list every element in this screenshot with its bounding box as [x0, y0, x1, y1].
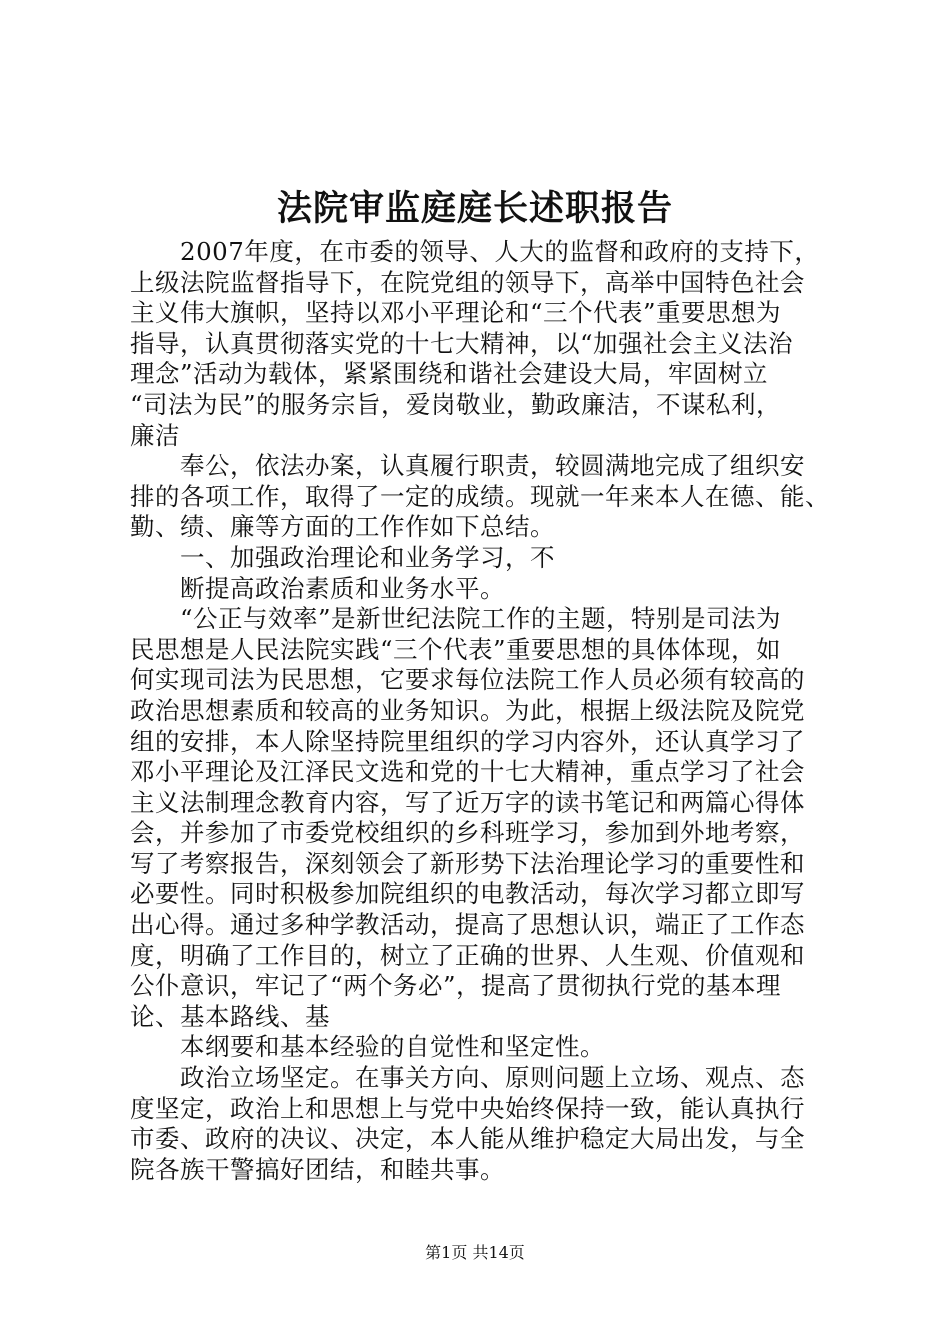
- body-line: 度坚定，政治上和思想上与党中央始终保持一致，能认真执行: [130, 1093, 805, 1123]
- body-line: 必要性。同时积极参加院组织的电教活动，每次学习都立即写: [130, 879, 805, 909]
- section-heading: 一、加强政治理论和业务学习，不: [180, 542, 555, 572]
- body-line: 奉公，依法办案，认真履行职责，较圆满地完成了组织安: [180, 451, 805, 481]
- body-line: 上级法院监督指导下，在院党组的领导下，高举中国特色社会: [130, 267, 805, 297]
- body-line: 民思想是人民法院实践“三个代表”重要思想的具体体现，如: [130, 634, 782, 664]
- body-line: 政治立场坚定。在事关方向、原则问题上立场、观点、态: [180, 1063, 805, 1093]
- body-line: 指导，认真贯彻落实党的十七大精神，以“加强社会主义法治: [130, 328, 794, 358]
- body-line: 勤、绩、廉等方面的工作作如下总结。: [130, 512, 555, 542]
- body-line: 主义法制理念教育内容，写了近万字的读书笔记和两篇心得体: [130, 787, 805, 817]
- body-line: 邓小平理论及江泽民文选和党的十七大精神，重点学习了社会: [130, 757, 805, 787]
- page-number-footer: 第1页 共14页: [425, 1243, 525, 1262]
- body-line: 廉洁: [130, 420, 180, 450]
- body-line: 何实现司法为民思想，它要求每位法院工作人员必须有较高的: [130, 665, 805, 695]
- body-line: 2007年度，在市委的领导、人大的监督和政府的支持下，: [180, 237, 820, 266]
- body-line: 论、基本路线、基: [130, 1001, 330, 1031]
- body-line: 院各族干警搞好团结，和睦共事。: [130, 1154, 505, 1184]
- body-line: 主义伟大旗帜，坚持以邓小平理论和“三个代表”重要思想为: [130, 298, 782, 328]
- body-line: 度，明确了工作目的，树立了正确的世界、人生观、价值观和: [130, 940, 805, 970]
- body-line: 本纲要和基本经验的自觉性和坚定性。: [180, 1032, 605, 1062]
- body-line: “司法为民”的服务宗旨，爱岗敬业，勤政廉洁，不谋私利，: [130, 389, 782, 419]
- body-line: 写了考察报告，深刻领会了新形势下法治理论学习的重要性和: [130, 848, 805, 878]
- body-line: 组的安排，本人除坚持院里组织的学习内容外，还认真学习了: [130, 726, 805, 756]
- body-line: “公正与效率”是新世纪法院工作的主题，特别是司法为: [180, 604, 782, 634]
- document-body: [130, 237, 850, 1185]
- section-heading: 断提高政治素质和业务水平。: [180, 573, 505, 603]
- body-line: 政治思想素质和较高的业务知识。为此，根据上级法院及院党: [130, 695, 805, 725]
- document-title: 法院审监庭庭长述职报告: [276, 188, 673, 229]
- body-line: 理念”活动为载体，紧紧围绕和谐社会建设大局，牢固树立: [130, 359, 769, 389]
- body-line: 会，并参加了市委党校组织的乡科班学习，参加到外地考察，: [130, 818, 805, 848]
- body-line: 排的各项工作，取得了一定的成绩。现就一年来本人在德、能、: [130, 481, 830, 511]
- body-line: 公仆意识，牢记了“两个务必”，提高了贯彻执行党的基本理: [130, 971, 782, 1001]
- body-line: 市委、政府的决议、决定，本人能从维护稳定大局出发，与全: [130, 1124, 805, 1154]
- body-line: 出心得。通过多种学教活动，提高了思想认识，端正了工作态: [130, 910, 805, 940]
